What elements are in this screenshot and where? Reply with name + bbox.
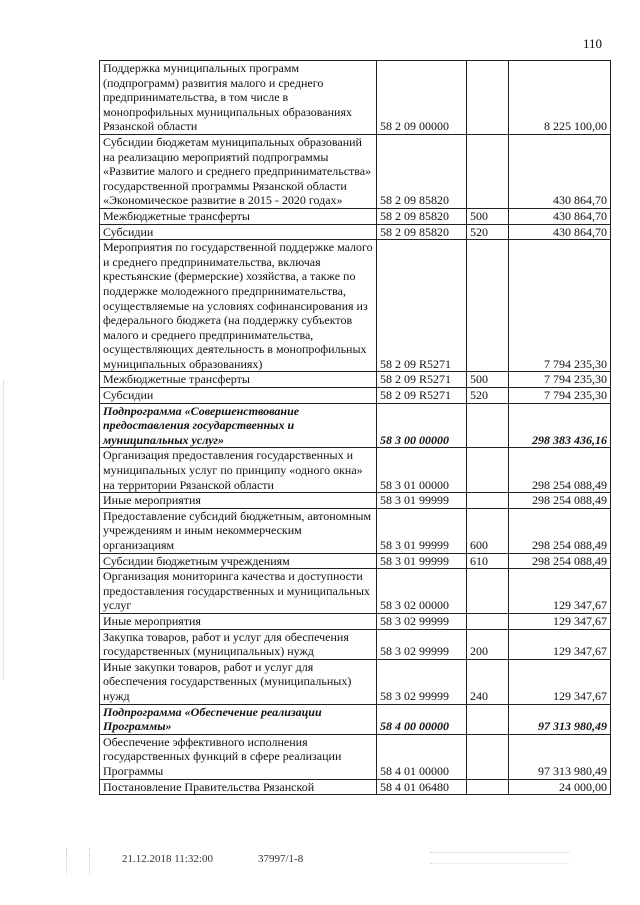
row-vr-code-cell	[467, 448, 509, 493]
table-row	[100, 493, 611, 509]
table-row	[100, 629, 611, 659]
row-name-cell: Субсидии бюджетным учреждениям	[100, 553, 377, 569]
row-csr-code-cell: 58 4 01 00000	[377, 734, 467, 779]
row-name-cell: Иные мероприятия	[100, 493, 377, 509]
row-sum-cell: 129 347,67	[509, 569, 611, 614]
row-csr-code-cell: 58 3 01 99999	[377, 553, 467, 569]
table-row	[100, 569, 611, 614]
row-csr-code-cell: 58 3 02 00000	[377, 569, 467, 614]
table-row	[100, 448, 611, 493]
row-name-cell: Закупка товаров, работ и услуг для обеспечения государственных (муниципальных) нужд	[100, 629, 377, 659]
row-vr-code-cell	[467, 403, 509, 448]
row-vr-code-cell: 240	[467, 659, 509, 704]
row-vr-code-cell: 520	[467, 224, 509, 240]
row-name-cell: Субсидии	[100, 388, 377, 404]
table-row	[100, 134, 611, 208]
table-row	[100, 704, 611, 734]
table-row	[100, 508, 611, 553]
row-csr-code-cell: 58 4 01 06480	[377, 779, 467, 795]
row-csr-code-cell: 58 2 09 R5271	[377, 240, 467, 372]
row-csr-code-cell: 58 2 09 85820	[377, 134, 467, 208]
row-vr-code-cell	[467, 704, 509, 734]
row-vr-code-cell: 520	[467, 388, 509, 404]
row-name-cell: Организация предоставления государственных и муниципальных услуг по принципу «одного окна» на территории Рязанской области	[100, 448, 377, 493]
row-name-cell: Постановление Правительства Рязанской	[100, 779, 377, 795]
row-name-cell: Межбюджетные трансферты	[100, 208, 377, 224]
row-csr-code-cell: 58 3 01 99999	[377, 508, 467, 553]
row-sum-cell: 129 347,67	[509, 629, 611, 659]
row-csr-code-cell: 58 2 09 00000	[377, 61, 467, 135]
faint-stamp-mark	[66, 848, 90, 874]
row-csr-code-cell: 58 3 01 99999	[377, 493, 467, 509]
row-sum-cell: 24 000,00	[509, 779, 611, 795]
table-row	[100, 734, 611, 779]
row-sum-cell: 430 864,70	[509, 134, 611, 208]
row-name-cell: Мероприятия по государственной поддержке малого и среднего предпринимательства, включая крестьянские (фермерские) хозяйства, а также по поддержке молодежного предпринимательства, осуществляемые на условиях софинансирования из федерального бюджета (на поддержку субъектов малого и среднего предпринимательства, осуществляющих деятельность в монопрофильных муниципальных образованиях)	[100, 240, 377, 372]
row-csr-code-cell: 58 3 00 00000	[377, 403, 467, 448]
table-row	[100, 208, 611, 224]
row-csr-code-cell: 58 3 02 99999	[377, 613, 467, 629]
table-row	[100, 240, 611, 372]
row-sum-cell: 298 383 436,16	[509, 403, 611, 448]
row-csr-code-cell: 58 2 09 R5271	[377, 388, 467, 404]
row-name-cell: Межбюджетные трансферты	[100, 372, 377, 388]
faint-footer-text-mark	[430, 852, 570, 864]
row-vr-code-cell	[467, 779, 509, 795]
table-row	[100, 61, 611, 135]
table-row	[100, 659, 611, 704]
row-csr-code-cell: 58 2 09 85820	[377, 208, 467, 224]
row-csr-code-cell: 58 2 09 85820	[377, 224, 467, 240]
row-vr-code-cell	[467, 734, 509, 779]
footer-doc-number: 37997/1-8	[258, 853, 304, 865]
table-row	[100, 403, 611, 448]
row-sum-cell: 97 313 980,49	[509, 734, 611, 779]
row-vr-code-cell	[467, 569, 509, 614]
row-sum-cell: 298 254 088,49	[509, 493, 611, 509]
row-vr-code-cell: 500	[467, 372, 509, 388]
row-vr-code-cell: 600	[467, 508, 509, 553]
row-vr-code-cell	[467, 493, 509, 509]
row-sum-cell: 7 794 235,30	[509, 372, 611, 388]
row-sum-cell: 8 225 100,00	[509, 61, 611, 135]
row-csr-code-cell: 58 3 01 00000	[377, 448, 467, 493]
scan-edge-mark	[3, 380, 5, 680]
row-csr-code-cell: 58 4 00 00000	[377, 704, 467, 734]
row-name-cell: Подпрограмма «Обеспечение реализации Программы»	[100, 704, 377, 734]
row-name-cell: Организация мониторинга качества и доступности предоставления государственных и муниципальных услуг	[100, 569, 377, 614]
row-sum-cell: 129 347,67	[509, 659, 611, 704]
row-sum-cell: 298 254 088,49	[509, 448, 611, 493]
table-row	[100, 613, 611, 629]
row-vr-code-cell: 200	[467, 629, 509, 659]
budget-table	[99, 60, 611, 795]
row-name-cell: Субсидии	[100, 224, 377, 240]
row-name-cell: Субсидии бюджетам муниципальных образований на реализацию мероприятий подпрограммы «Развитие малого и среднего предпринимательства» государственной программы Рязанской области «Экономическое развитие в 2015 - 2020 годах»	[100, 134, 377, 208]
row-name-cell: Иные мероприятия	[100, 613, 377, 629]
table-row	[100, 224, 611, 240]
row-csr-code-cell: 58 2 09 R5271	[377, 372, 467, 388]
row-vr-code-cell: 500	[467, 208, 509, 224]
row-vr-code-cell	[467, 134, 509, 208]
row-sum-cell: 298 254 088,49	[509, 553, 611, 569]
row-vr-code-cell	[467, 61, 509, 135]
table-row	[100, 388, 611, 404]
table-row	[100, 779, 611, 795]
row-vr-code-cell	[467, 240, 509, 372]
row-sum-cell: 7 794 235,30	[509, 240, 611, 372]
row-sum-cell: 97 313 980,49	[509, 704, 611, 734]
row-csr-code-cell: 58 3 02 99999	[377, 629, 467, 659]
row-sum-cell: 298 254 088,49	[509, 508, 611, 553]
row-sum-cell: 430 864,70	[509, 208, 611, 224]
row-name-cell: Подпрограмма «Совершенствование предоставления государственных и муниципальных услуг»	[100, 403, 377, 448]
row-name-cell: Поддержка муниципальных программ (подпрограмм) развития малого и среднего предпринимательства, в том числе в монопрофильных муниципальных образованиях Рязанской области	[100, 61, 377, 135]
row-name-cell: Обеспечение эффективного исполнения государственных функций в сфере реализации Программы	[100, 734, 377, 779]
page-number: 110	[582, 36, 602, 51]
footer-datetime: 21.12.2018 11:32:00	[122, 853, 213, 865]
table-row	[100, 372, 611, 388]
row-sum-cell: 430 864,70	[509, 224, 611, 240]
row-name-cell: Предоставление субсидий бюджетным, автономным учреждениям и иным некоммерческим организациям	[100, 508, 377, 553]
row-vr-code-cell: 610	[467, 553, 509, 569]
row-csr-code-cell: 58 3 02 99999	[377, 659, 467, 704]
budget-table-body	[100, 61, 611, 795]
row-vr-code-cell	[467, 613, 509, 629]
row-sum-cell: 7 794 235,30	[509, 388, 611, 404]
table-row	[100, 553, 611, 569]
row-name-cell: Иные закупки товаров, работ и услуг для обеспечения государственных (муниципальных) нужд	[100, 659, 377, 704]
row-sum-cell: 129 347,67	[509, 613, 611, 629]
